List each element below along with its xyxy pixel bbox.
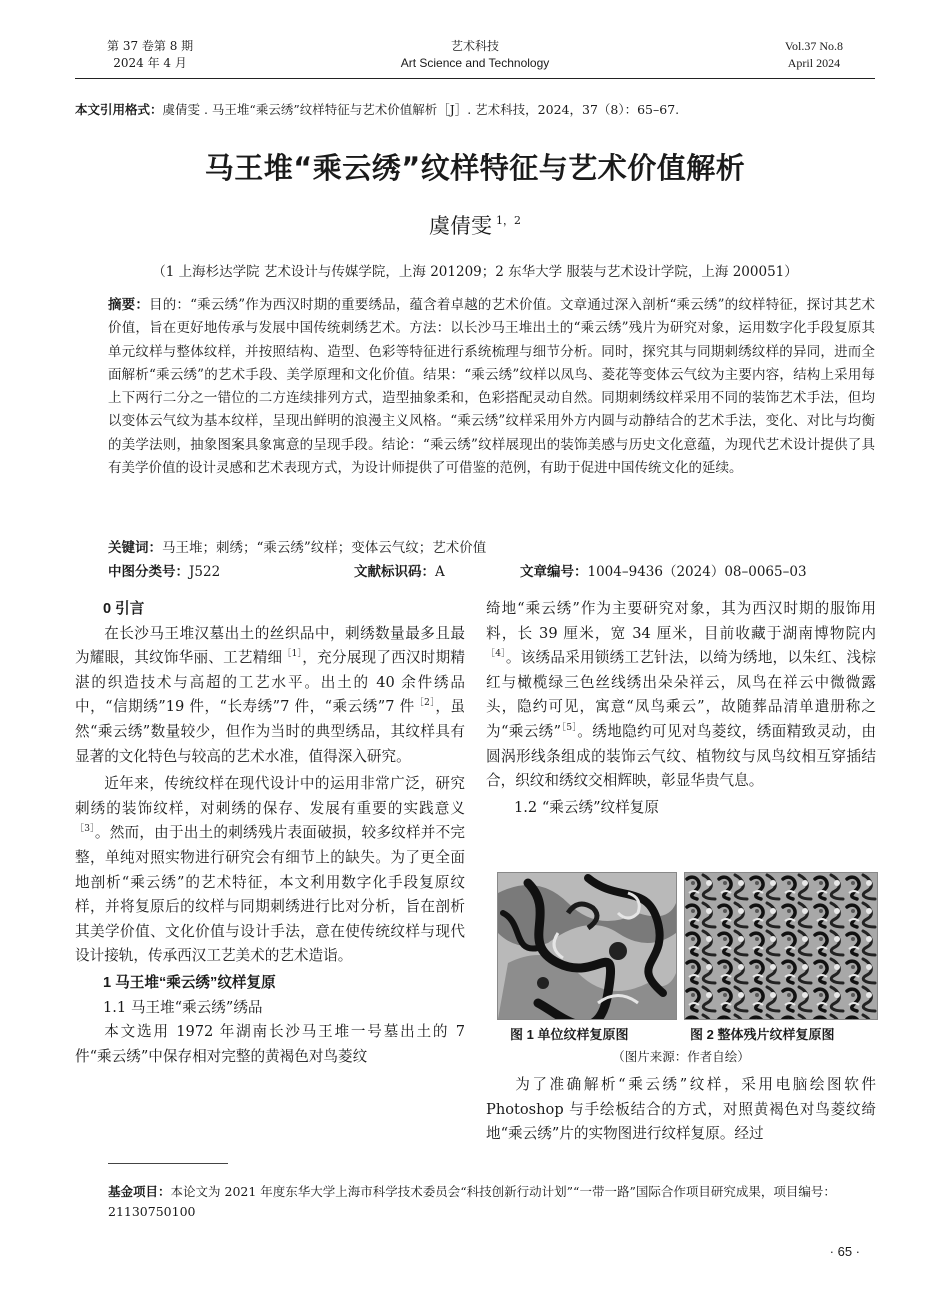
body-right-column bbox=[486, 597, 876, 820]
p1-part-b: ，充分展现了西汉时期精湛的织造技术与高超的工艺水平。出土的 40 余件绣品中，“信期绣”19 件，“长寿绣”7 件，“乘云绣”7 件 bbox=[75, 649, 465, 716]
p3r-part-b: 。该绣品采用锁绣工艺针法，以绮为绣地，以朱红、浅棕红与橄榄绿三色丝线绣出朵朵祥云，凤鸟在祥云中微微露头，隐约可见，寓意“凤鸟乘云”，故随葬品清单遣册称之为“乘云绣” bbox=[486, 649, 876, 740]
header-rule bbox=[75, 78, 875, 79]
p2-part-a: 近年来，传统纹样在现代设计中的运用非常广泛，研究刺绣的装饰纹样，对刺绣的保存、发展有重要的实践意义 bbox=[75, 775, 465, 817]
section-1-2-title: 1.2 “乘云绣”纹样复原 bbox=[514, 798, 659, 816]
section-0-heading bbox=[75, 597, 465, 622]
section-1-1-title: 1.1 马王堆“乘云绣”绣品 bbox=[103, 998, 263, 1016]
section-0-title: 0 引言 bbox=[103, 601, 145, 617]
paragraph-4 bbox=[486, 1073, 876, 1147]
paragraph-3: 本文选用 1972 年湖南长沙马王堆一号墓出土的 7 件“乘云绣”中保存相对完整的黄褐色对鸟菱纹 bbox=[75, 1023, 465, 1065]
citation-format bbox=[75, 100, 875, 118]
article-number-value: 1004–9436（2024）08–0065–03 bbox=[587, 564, 807, 580]
issue-date: 2024 年 4 月 bbox=[113, 56, 187, 70]
section-1-heading bbox=[75, 971, 465, 996]
volume-issue: 第 37 卷第 8 期 bbox=[107, 39, 194, 53]
running-header bbox=[75, 38, 875, 80]
page-number: · 65 · bbox=[829, 1244, 860, 1259]
author-name: 虞倩雯 bbox=[429, 214, 492, 238]
journal-name-en: Art Science and Technology bbox=[400, 56, 550, 70]
figure-2-pattern-svg bbox=[685, 873, 877, 1019]
journal-name bbox=[75, 38, 875, 72]
article-number-label: 文章编号： bbox=[520, 564, 588, 579]
body-left-column bbox=[75, 597, 465, 1069]
p3r-part-c: 。绣地隐约可见对鸟菱纹，绣面精致灵动，由圆涡形线条组成的装饰云气纹、植物纹与凤鸟纹相互穿插结合，织纹和绣纹交相辉映，彰显华贵气息。 bbox=[486, 722, 876, 790]
abstract bbox=[108, 293, 875, 480]
paragraph-3-continued bbox=[486, 597, 876, 794]
p1-part-c: ，虽然“乘云绣”数量较少，但作为当时的典型绣品，其纹样具有显著的文化特色与较高的艺术水准，值得深入研究。 bbox=[75, 698, 465, 765]
clc-value: J522 bbox=[189, 564, 221, 580]
paragraph-1 bbox=[75, 622, 465, 770]
figure-1-unit-pattern-image bbox=[497, 872, 677, 1020]
paragraph-2 bbox=[75, 772, 465, 969]
abstract-text: 目的：“乘云绣”作为西汉时期的重要绣品，蕴含着卓越的艺术价值。文章通过深入剖析“乘云绣”的纹样特征，探讨其艺术价值，旨在更好地传承与发展中国传统刺绣艺术。方法：以长沙马王堆出土的“乘云绣”残片为研究对象，运用数字化手段复原其单元纹样与整体纹样，并按照结构、造型、色彩等特征进行系统梳理与细节分析。同时，探究其与同期刺绣纹样的异同，进而全面解析“乘云绣”的艺术手段、美学原理和文化价值。结果：“乘云绣”纹样以凤鸟、菱花等变体云气纹为主要内容，结构上采用每上下两行二分之一错位的二方连续排列方式，造型抽象柔和，色彩搭配灵动自然。同期刺绣纹样采用不同的装饰艺术手法，但均以变体云气纹为基本纹样，呈现出鲜明的浪漫主义风格。“乘云绣”纹样采用外方内圆与动静结合的艺术手法，变化、对比与均衡的美学法则，抽象图案具象寓意的呈现手段。结论：“乘云绣”纹样展现出的装饰美感与历史文化意蕴，为现代艺术设计提供了具有美学价值的设计灵感和艺术表现方式，为设计师提供了可借鉴的范例，有助于促进中国传统文化的延续。 bbox=[108, 297, 875, 477]
funding-footnote bbox=[108, 1182, 875, 1221]
journal-name-cn: 艺术科技 bbox=[450, 39, 499, 53]
doc-code-label: 文献标识码： bbox=[354, 564, 435, 579]
citation-label: 本文引用格式： bbox=[75, 103, 163, 117]
keywords-text: 马王堆；刺绣；“乘云绣”纹样；变体云气纹；艺术价值 bbox=[162, 540, 487, 556]
journal-issue-en bbox=[785, 38, 843, 72]
keywords-label: 关键词： bbox=[108, 540, 162, 555]
reference-5: ［5］ bbox=[561, 723, 578, 734]
figure-1-pattern-svg bbox=[498, 873, 676, 1019]
issue-date-en: April 2024 bbox=[787, 56, 841, 70]
author bbox=[0, 210, 950, 240]
section-1-2-heading bbox=[486, 796, 876, 821]
p1-part-a: 在长沙马王堆汉墓出土的丝织品中，刺绣数量最多且最为耀眼，其纹饰华丽、工艺精细 bbox=[75, 624, 465, 667]
paper-title: 马王堆“乘云绣”纹样特征与艺术价值解析 bbox=[204, 151, 746, 185]
keywords bbox=[108, 536, 875, 556]
section-1-1-heading bbox=[75, 996, 465, 1021]
abstract-label: 摘要： bbox=[108, 297, 150, 312]
reference-4: ［4］ bbox=[486, 649, 506, 660]
citation-text: 虞倩雯 . 马王堆“乘云绣”纹样特征与艺术价值解析［J］. 艺术科技，2024，37（8）：65–67. bbox=[162, 102, 680, 117]
footnote-rule bbox=[108, 1163, 228, 1164]
doc-code-value: A bbox=[435, 564, 445, 580]
reference-3: ［3］ bbox=[75, 824, 95, 835]
clc-label: 中图分类号： bbox=[108, 564, 189, 579]
funding-label: 基金项目： bbox=[108, 1185, 171, 1199]
figure-1-caption: 图 1 单位纹样复原图 bbox=[510, 1027, 629, 1042]
p3r-part-a: 绮地“乘云绣”作为主要研究对象，其为西汉时期的服饰用料，长 39 厘米，宽 34 厘米，目前收藏于湖南博物院内 bbox=[486, 600, 876, 642]
affiliation: （1 上海杉达学院 艺术设计与传媒学院，上海 201209；2 东华大学 服装与艺术设计学院，上海 200051） bbox=[152, 264, 798, 280]
figure-2-fragment-pattern-image bbox=[684, 872, 878, 1020]
figure-2-caption: 图 2 整体残片纹样复原图 bbox=[690, 1027, 835, 1042]
figure-source: （图片来源：作者自绘） bbox=[612, 1049, 750, 1064]
funding-text: 本论文为 2021 年度东华大学上海市科学技术委员会“科技创新行动计划”“一带一路”国际合作项目研究成果，项目编号：21130750100 bbox=[108, 1184, 836, 1219]
p2-part-b: 。然而，由于出土的刺绣残片表面破损，较多纹样并不完整，单纯对照实物进行研究会有细节上的缺失。为了更全面地剖析“乘云绣”的艺术特征，本文利用数字化手段复原纹样，并将复原后的纹样与同期刺绣进行比对分析，旨在剖析其美学价值、文化价值与设计手法，意在使传统纹样与现代设计接轨，传承西汉工艺美术的艺术造诣。 bbox=[75, 824, 465, 965]
paragraph-4-text: 为了准确解析“乘云绣”纹样，采用电脑绘图软件 Photoshop 与手绘板结合的方式，对照黄褐色对鸟菱纹绮地“乘云绣”片的实物图进行纹样复原。经过 bbox=[486, 1076, 876, 1143]
volume-issue-en: Vol.37 No.8 bbox=[784, 39, 843, 53]
reference-1: ［1］ bbox=[282, 649, 303, 660]
section-1-title: 1 马王堆“乘云绣”纹样复原 bbox=[103, 974, 276, 991]
reference-2: ［2］ bbox=[414, 698, 436, 709]
author-affiliation-marks: 1，2 bbox=[496, 214, 521, 227]
